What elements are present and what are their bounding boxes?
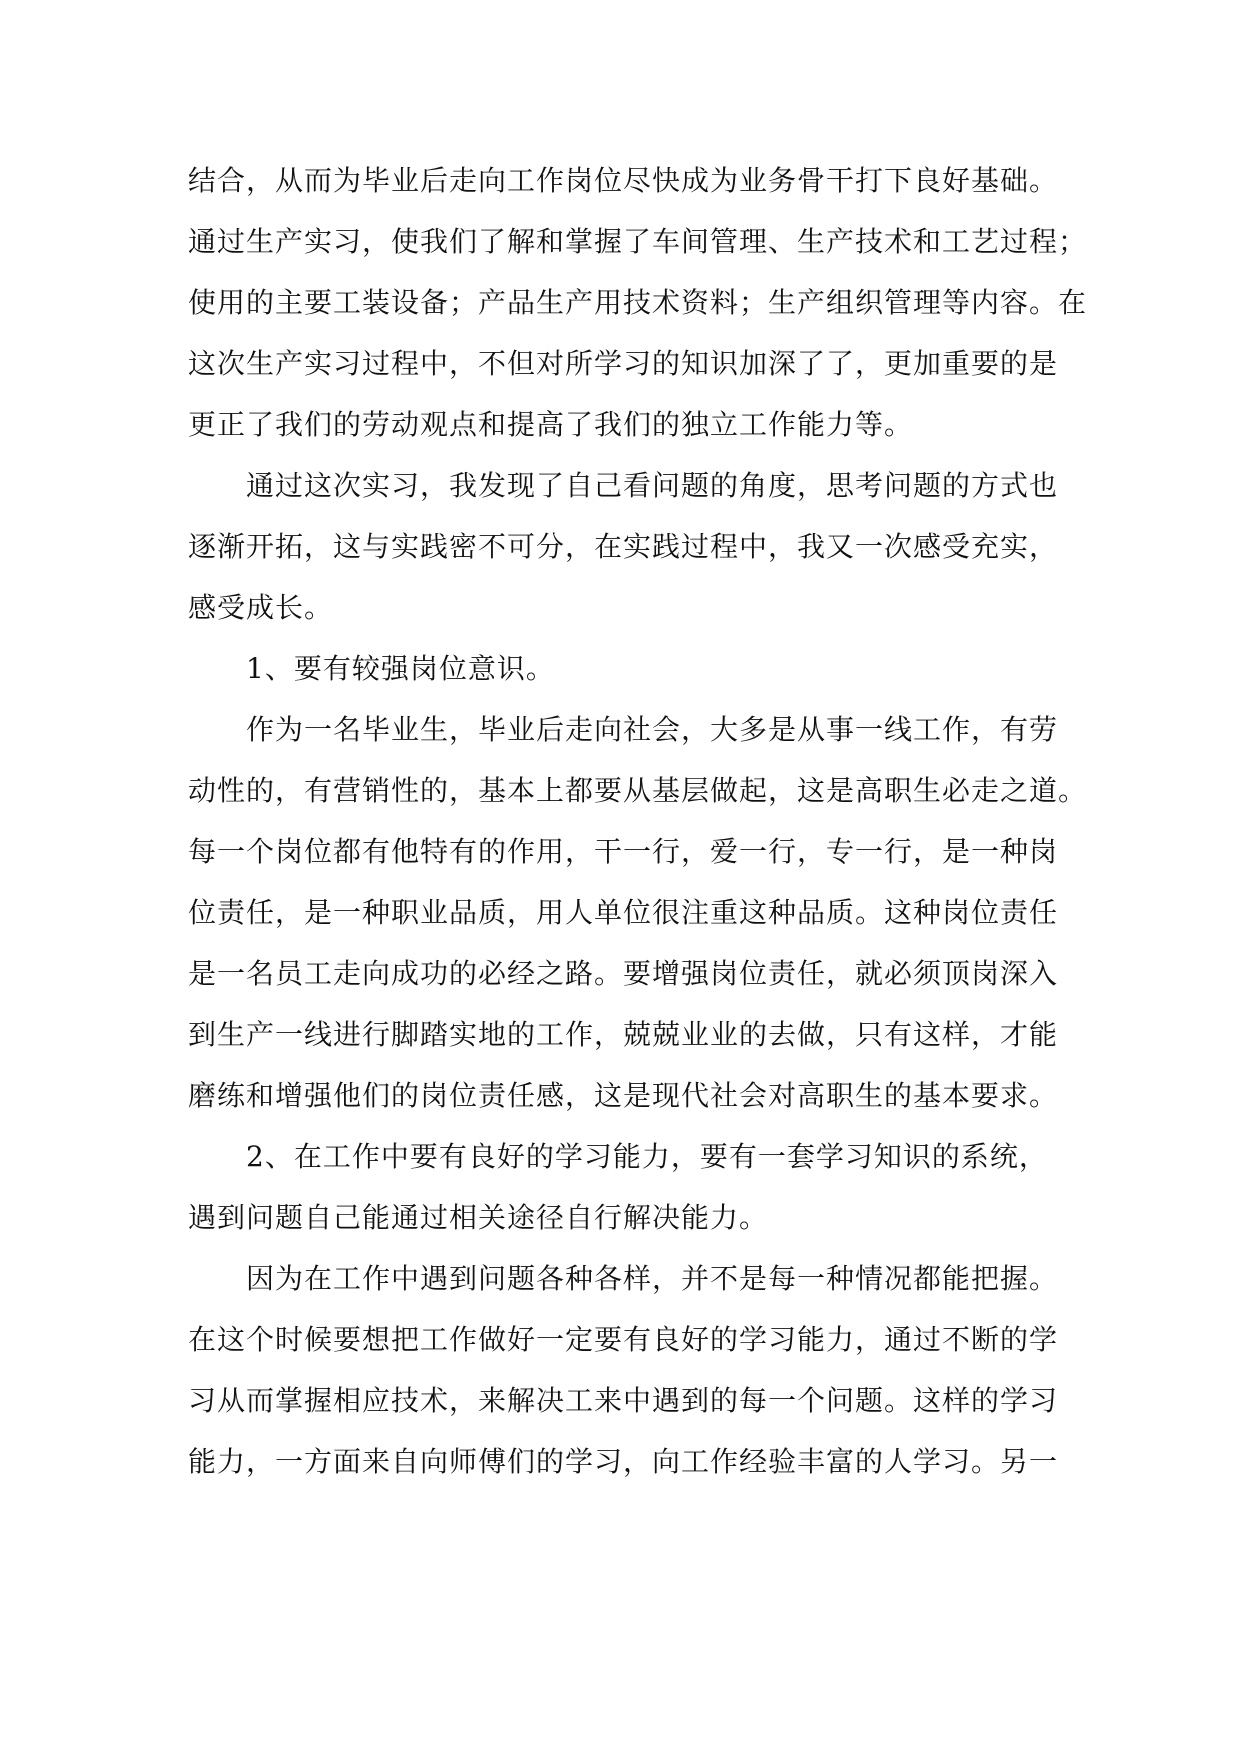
text-line: 是一名员工走向成功的必经之路。要增强岗位责任，就必须顶岗深入: [188, 957, 1059, 990]
text-line: 通过这次实习，我发现了自己看问题的角度，思考问题的方式也: [246, 469, 1059, 502]
text-line: 磨练和增强他们的岗位责任感，这是现代社会对高职生的基本要求。: [188, 1079, 1059, 1112]
text-line: 到生产一线进行脚踏实地的工作，兢兢业业的去做，只有这样，才能: [188, 1018, 1059, 1051]
text-line: 因为在工作中遇到问题各种各样，并不是每一种情况都能把握。: [246, 1262, 1059, 1295]
text-line: 动性的，有营销性的，基本上都要从基层做起，这是高职生必走之道。: [188, 774, 1088, 807]
text-line: 这次生产实习过程中，不但对所学习的知识加深了了，更加重要的是: [188, 347, 1059, 380]
text-line: 使用的主要工装设备；产品生产用技术资料；生产组织管理等内容。在: [188, 286, 1088, 319]
section-heading: 2、在工作中要有良好的学习能力，要有一套学习知识的系统，: [246, 1140, 1048, 1173]
text-line: 作为一名毕业生，毕业后走向社会，大多是从事一线工作，有劳: [246, 713, 1059, 746]
text-line: 遇到问题自己能通过相关途径自行解决能力。: [188, 1201, 769, 1234]
text-line: 更正了我们的劳动观点和提高了我们的独立工作能力等。: [188, 408, 914, 441]
text-line: 逐渐开拓，这与实践密不可分，在实践过程中，我又一次感受充实，: [188, 530, 1059, 563]
text-line: 在这个时候要想把工作做好一定要有良好的学习能力，通过不断的学: [188, 1323, 1059, 1356]
document-body: [188, 150, 1088, 1492]
text-line: 位责任，是一种职业品质，用人单位很注重这种品质。这种岗位责任: [188, 896, 1059, 929]
text-line: 能力，一方面来自向师傅们的学习，向工作经验丰富的人学习。另一: [188, 1445, 1059, 1478]
section-heading: 1、要有较强岗位意识。: [246, 652, 555, 685]
text-line: 每一个岗位都有他特有的作用，干一行，爱一行，专一行，是一种岗: [188, 835, 1059, 868]
text-line: 习从而掌握相应技术，来解决工来中遇到的每一个问题。这样的学习: [188, 1384, 1059, 1417]
text-line: 结合，从而为毕业后走向工作岗位尽快成为业务骨干打下良好基础。: [188, 164, 1059, 197]
text-line: 通过生产实习，使我们了解和掌握了车间管理、生产技术和工艺过程；: [188, 225, 1088, 258]
text-line: 感受成长。: [188, 591, 334, 624]
